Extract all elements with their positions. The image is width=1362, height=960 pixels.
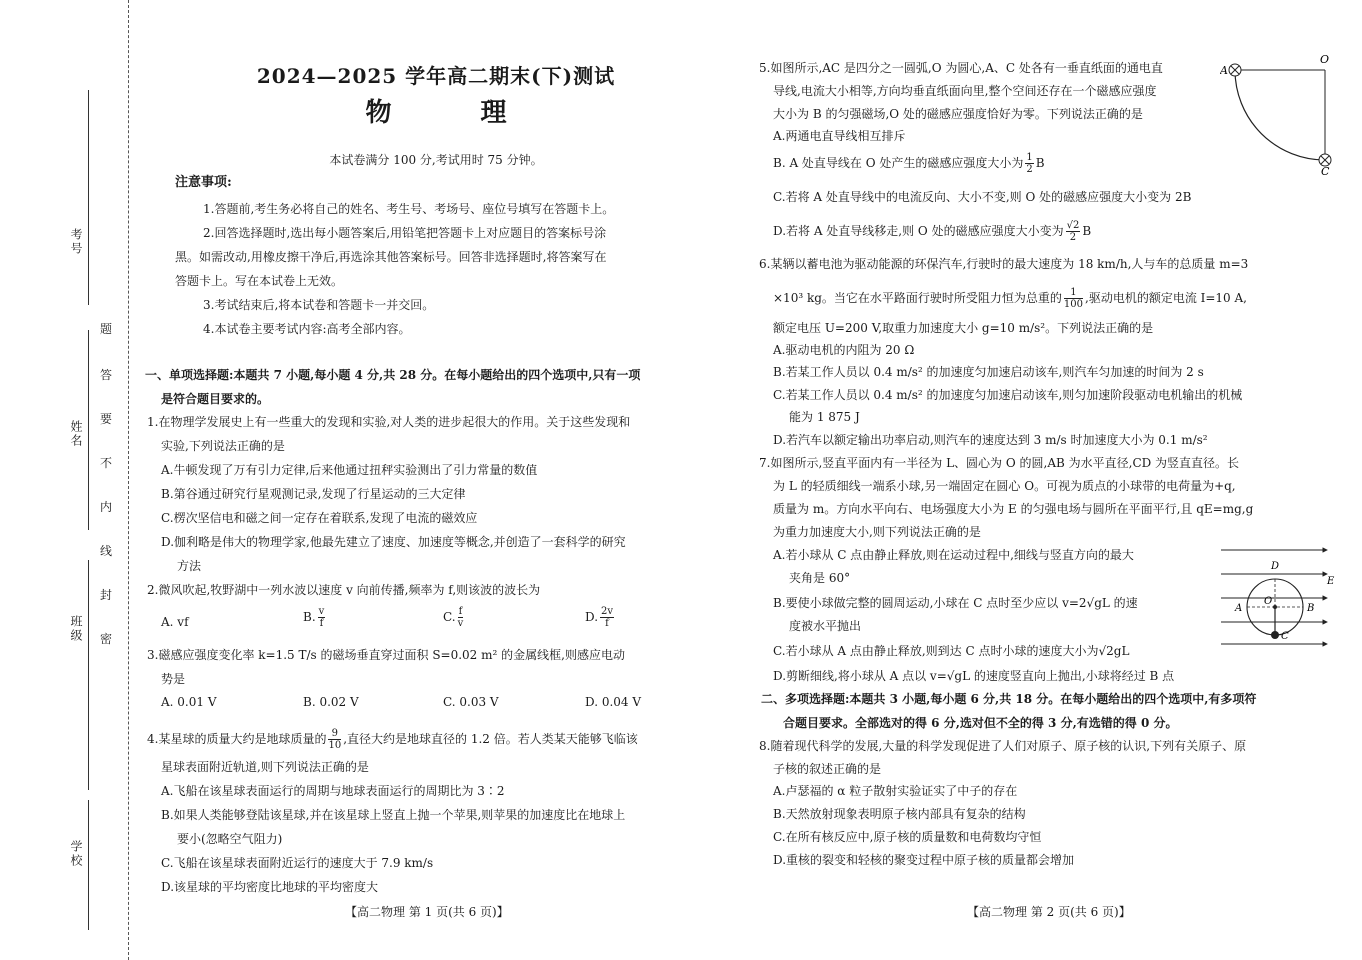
q6-option-d: D.若汽车以额定输出功率启动,则汽车的速度达到 3 m/s 时加速度大小为 0.1 m/s² bbox=[773, 433, 1208, 447]
q7-option-a: A.若小球从 C 点由静止释放,则在运动过程中,细线与竖直方向的最大 bbox=[773, 548, 1134, 562]
label-xuexiao: 学校 bbox=[69, 840, 83, 868]
label-a: A bbox=[1235, 603, 1243, 614]
q6-option-b: B.若某工作人员以 0.4 m/s² 的加速度匀加速启动该车,则汽车匀加速的时间为 2 s bbox=[773, 365, 1204, 379]
binding-margin bbox=[0, 0, 135, 960]
q6-stem: 6.某辆以蓄电池为驱动能源的环保汽车,行驶时的最大速度为 18 km/h,人与车的总质量 m=3 bbox=[759, 257, 1249, 271]
q8-option-b: B.天然放射现象表明原子核内部具有复杂的结构 bbox=[773, 807, 1026, 821]
q2-option-a: A. vf bbox=[161, 615, 189, 629]
q7-option-b: 度被水平抛出 bbox=[789, 619, 862, 633]
q7-stem: 为重力加速度大小,则下列说法正确的是 bbox=[773, 525, 981, 539]
q1-option-b: B.第谷通过研究行星观测记录,发现了行星运动的三大定律 bbox=[161, 487, 466, 501]
note-line: 4.本试卷主要考试内容:高考全部内容。 bbox=[203, 322, 411, 336]
wire-a-into-page-icon bbox=[1229, 64, 1241, 76]
q7-stem: 7.如图所示,竖直平面内有一半径为 L、圆心为 O 的圆,AB 为水平直径,CD 为竖直直径。长 bbox=[759, 456, 1240, 470]
q5-stem: 5.如图所示,AC 是四分之一圆弧,O 为圆心,A、C 处各有一垂直纸面的通电直 bbox=[759, 61, 1163, 75]
section-1-heading: 一、单项选择题:本题共 7 小题,每小题 4 分,共 28 分。在每小题给出的四个选项中,只有一项 bbox=[145, 368, 641, 382]
q5-figure bbox=[1220, 54, 1332, 176]
q4-option-c: C.飞船在该星球表面附近运行的速度大于 7.9 km/s bbox=[161, 856, 434, 870]
page-2-footer: 【高二物理 第 2 页(共 6 页)】 bbox=[967, 905, 1131, 919]
q4-option-b: B.如果人类能够登陆该星球,并在该星球上竖直上抛一个苹果,则苹果的加速度比在地球上 bbox=[161, 808, 626, 822]
q8-stem: 8.随着现代科学的发展,大量的科学发现促进了人们对原子、原子核的认识,下列有关原子、原 bbox=[759, 739, 1247, 753]
kaohao-fill-line bbox=[88, 90, 89, 305]
q7-option-d: D.剪断细线,将小球从 A 点以 v=√gL 的速度竖直向上抛出,小球将经过 B 点 bbox=[773, 669, 1175, 683]
q5-stem: 大小为 B 的匀强磁场,O 处的磁感应强度恰好为零。下列说法正确的是 bbox=[773, 107, 1143, 121]
label-c: C bbox=[1321, 165, 1330, 176]
section-2-heading: 合题目要求。全部选对的得 6 分,选对但不全的得 3 分,有选错的得 0 分。 bbox=[783, 716, 1178, 730]
q1-option-d: D.伽利略是伟大的物理学家,他最先建立了速度、加速度等概念,并创造了一套科学的研究 bbox=[161, 535, 626, 549]
q7-option-a: 夹角是 60° bbox=[789, 571, 851, 585]
seal-char: 封 bbox=[100, 588, 113, 602]
q5-option-d: D.若将 A 处直导线移走,则 O 处的磁感应强度大小变为 $\frac{√2}{2}$ B bbox=[773, 220, 1092, 243]
label-b: B bbox=[1307, 603, 1315, 614]
q3-option-d: D. 0.04 V bbox=[585, 695, 642, 709]
q1-stem: 实验,下列说法正确的是 bbox=[161, 439, 285, 453]
label-a: A bbox=[1220, 64, 1228, 77]
seal-char: 不 bbox=[100, 456, 113, 470]
center-o bbox=[1273, 605, 1277, 609]
arc-ac bbox=[1235, 70, 1325, 160]
q7-stem: 质量为 m。方向水平向右、电场强度大小为 E 的匀强电场与圆所在平面平行,且 qE=mg,g bbox=[773, 502, 1254, 516]
q2-option-b: B. $\frac{v}{f}$ bbox=[303, 606, 325, 629]
q8-option-a: A.卢瑟福的 α 粒子散射实验证实了中子的存在 bbox=[773, 784, 1018, 798]
q8-stem: 子核的叙述正确的是 bbox=[773, 762, 882, 776]
label-e: E bbox=[1327, 576, 1335, 587]
q7-stem: 为 L 的轻质细线一端系小球,另一端固定在圆心 O。可视为质点的小球带的电荷量为+q, bbox=[773, 479, 1236, 493]
seal-line bbox=[128, 0, 129, 960]
exam-title: 2024—2025 学年高二期末(下)测试 bbox=[256, 64, 616, 88]
note-line: 1.答题前,考生务必将自己的姓名、考生号、考场号、座位号填写在答题卡上。 bbox=[203, 202, 615, 216]
seal-char: 题 bbox=[100, 322, 113, 336]
q6-stem: ×10³ kg。当它在水平路面行驶时所受阻力恒为总重的 $\frac{1}{100}$ ,驱动电机的额定电流 I=10 A, bbox=[773, 287, 1247, 310]
seal-char: 要 bbox=[100, 412, 113, 426]
label-o: O bbox=[1264, 596, 1273, 607]
q4-stem: 星球表面附近轨道,则下列说法正确的是 bbox=[161, 760, 369, 774]
seal-char: 密 bbox=[100, 632, 113, 646]
xuexiao-fill-line bbox=[88, 800, 89, 930]
q2-stem: 2.微风吹起,牧野湖中一列水波以速度 v 向前传播,频率为 f,则该波的波长为 bbox=[147, 583, 541, 597]
q5-option-c: C.若将 A 处直导线中的电流反向、大小不变,则 O 处的磁感应强度大小变为 2B bbox=[773, 190, 1192, 204]
q1-option-d: 方法 bbox=[177, 559, 202, 573]
q6-option-a: A.驱动电机的内阻为 20 Ω bbox=[773, 343, 915, 357]
q4-stem: 4.某星球的质量大约是地球质量的 $\frac{9}{10}$ ,直径大约是地球直径的 1.2 倍。若人类某天能够飞临该 bbox=[147, 728, 638, 751]
q5-stem: 导线,电流大小相等,方向均垂直纸面向里,整个空间还存在一个磁感应强度 bbox=[773, 84, 1157, 98]
seal-char: 答 bbox=[100, 368, 113, 382]
label-kaohao: 考号 bbox=[69, 228, 83, 256]
q8-option-c: C.在所有核反应中,原子核的质量数和电荷数均守恒 bbox=[773, 830, 1042, 844]
section-1-heading: 是符合题目要求的。 bbox=[161, 392, 270, 406]
q6-stem: 额定电压 U=200 V,取重力加速度大小 g=10 m/s²。下列说法正确的是 bbox=[773, 321, 1154, 335]
page-1-footer: 【高二物理 第 1 页(共 6 页)】 bbox=[345, 905, 509, 919]
exam-intro: 本试卷满分 100 分,考试用时 75 分钟。 bbox=[329, 153, 543, 167]
q7-option-b: B.要使小球做完整的圆周运动,小球在 C 点时至少应以 v=2√gL 的速 bbox=[773, 596, 1138, 610]
q4-option-b: 要小(忽略空气阻力) bbox=[177, 832, 283, 846]
banji-fill-line bbox=[88, 560, 89, 790]
q3-option-c: C. 0.03 V bbox=[443, 695, 499, 709]
q1-stem: 1.在物理学发展史上有一些重大的发现和实验,对人类的进步起很大的作用。关于这些发现和 bbox=[147, 415, 631, 429]
q5-option-a: A.两通电直导线相互排斥 bbox=[773, 129, 906, 143]
seal-char: 内 bbox=[100, 500, 113, 514]
q3-option-a: A. 0.01 V bbox=[161, 695, 217, 709]
q2-option-d: D. $\frac{2v}{f}$ bbox=[585, 606, 614, 629]
label-xingming: 姓名 bbox=[69, 420, 83, 448]
q6-option-c: C.若某工作人员以 0.4 m/s² 的加速度匀加速启动该车,则匀加速阶段驱动电机输出的机械 bbox=[773, 388, 1243, 402]
xingming-fill-line bbox=[88, 330, 89, 530]
q3-stem: 势是 bbox=[161, 672, 186, 686]
seal-char: 线 bbox=[100, 544, 113, 558]
label-banji: 班级 bbox=[69, 615, 83, 643]
q7-figure bbox=[1219, 538, 1337, 650]
note-line: 答题卡上。写在本试卷上无效。 bbox=[175, 274, 344, 288]
label-d: D bbox=[1271, 561, 1280, 572]
q6-option-c: 能为 1 875 J bbox=[789, 410, 860, 424]
q4-option-a: A.飞船在该星球表面运行的周期与地球表面运行的周期比为 3∶2 bbox=[161, 784, 505, 798]
ball bbox=[1271, 631, 1279, 639]
note-line: 黑。如需改动,用橡皮擦干净后,再选涂其他答案标号。回答非选择题时,将答案写在 bbox=[175, 250, 607, 264]
notes-title: 注意事项: bbox=[175, 175, 232, 190]
subject-title: 物 理 bbox=[365, 98, 547, 128]
note-line: 2.回答选择题时,选出每小题答案后,用铅笔把答题卡上对应题目的答案标号涂 bbox=[203, 226, 607, 240]
note-line: 3.考试结束后,将本试卷和答题卡一并交回。 bbox=[203, 298, 435, 312]
q1-option-a: A.牛顿发现了万有引力定律,后来他通过扭秤实验测出了引力常量的数值 bbox=[161, 463, 538, 477]
q3-stem: 3.磁感应强度变化率 k=1.5 T/s 的磁场垂直穿过面积 S=0.02 m² 的金属线框,则感应电动 bbox=[147, 648, 625, 662]
label-o: O bbox=[1320, 54, 1330, 66]
q4-option-d: D.该星球的平均密度比地球的平均密度大 bbox=[161, 880, 379, 894]
q8-option-d: D.重核的裂变和轻核的聚变过程中原子核的质量都会增加 bbox=[773, 853, 1075, 867]
q2-option-c: C. $\frac{f}{v}$ bbox=[443, 606, 464, 629]
section-2-heading: 二、多项选择题:本题共 3 小题,每小题 6 分,共 18 分。在每小题给出的四个选项中,有多项符 bbox=[761, 692, 1257, 706]
q5-option-b: B. A 处直导线在 O 处产生的磁感应强度大小为 $\frac{1}{2}$ B bbox=[773, 152, 1045, 175]
q3-option-b: B. 0.02 V bbox=[303, 695, 359, 709]
q1-option-c: C.楞次坚信电和磁之间一定存在着联系,发现了电流的磁效应 bbox=[161, 511, 478, 525]
label-c: C bbox=[1281, 631, 1289, 642]
q7-option-c: C.若小球从 A 点由静止释放,则到达 C 点时小球的速度大小为√2gL bbox=[773, 644, 1130, 658]
